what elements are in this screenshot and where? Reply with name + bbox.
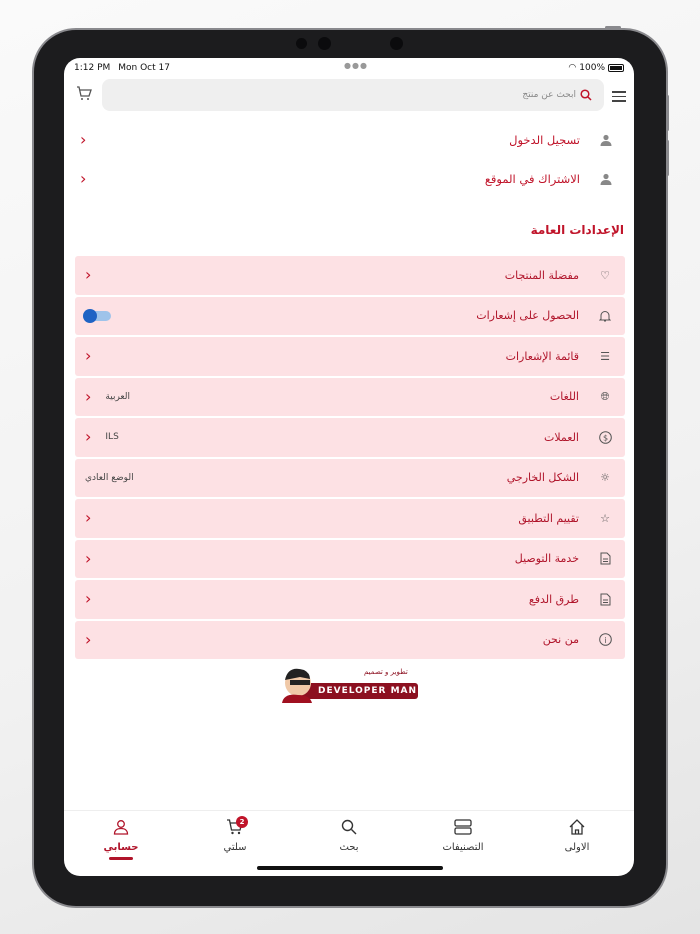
multitask-dots[interactable]: ●●● — [344, 61, 368, 70]
settings-list — [75, 256, 625, 661]
chevron-left-icon: ‹ — [80, 169, 87, 188]
cart-icon[interactable] — [76, 86, 92, 105]
chevron-left-icon: ‹ — [85, 589, 92, 609]
home-icon — [568, 819, 586, 838]
appearance-value: الوضع العادي — [85, 472, 134, 483]
tab-label: حسابي — [103, 842, 139, 853]
settings-row-currencies[interactable] — [75, 418, 625, 457]
status-time: 1:12 PM — [74, 63, 111, 73]
app-screen — [64, 58, 634, 876]
settings-row-appearance[interactable] — [75, 459, 625, 498]
camera — [296, 38, 307, 49]
globe-icon: 🌐︎ — [600, 389, 610, 403]
register-label: الاشتراك في الموقع — [484, 172, 580, 186]
person-icon — [594, 173, 618, 185]
settings-row-rate-app[interactable] — [75, 499, 625, 538]
tab-home[interactable] — [520, 811, 634, 876]
volume-button — [666, 95, 669, 131]
document-icon — [595, 552, 615, 565]
chevron-left-icon: ‹ — [85, 346, 92, 366]
logo-caption: تطوير و تصميم — [364, 668, 408, 676]
chevron-left-icon: ‹ — [85, 386, 92, 406]
row-label: العملات — [544, 430, 579, 444]
dollar-icon — [595, 431, 615, 444]
tab-account[interactable] — [64, 811, 178, 876]
settings-row-notification-list[interactable] — [75, 337, 625, 376]
heart-icon: ♡ — [600, 268, 610, 282]
search-input[interactable] — [102, 79, 604, 111]
row-label: الشكل الخارجي — [506, 471, 579, 485]
developer-logo[interactable] — [280, 665, 420, 703]
row-label: طرق الدفع — [528, 592, 579, 606]
settings-row-payment[interactable] — [75, 580, 625, 619]
volume-button — [666, 140, 669, 176]
row-label: من نحن — [542, 633, 579, 647]
categories-icon — [454, 819, 472, 838]
row-label: الحصول على إشعارات — [476, 309, 579, 323]
chevron-left-icon: ‹ — [85, 265, 92, 285]
chevron-left-icon: ‹ — [85, 548, 92, 568]
info-icon — [595, 633, 615, 646]
person-icon — [113, 819, 129, 838]
row-label: تقييم التطبيق — [518, 511, 579, 525]
section-title: الإعدادات العامة — [530, 223, 624, 237]
currency-value: ILS — [105, 432, 119, 443]
battery-icon — [608, 64, 624, 72]
chevron-left-icon: ‹ — [85, 629, 92, 649]
logo-name: DEVELOPER MAN — [318, 686, 418, 696]
svg-text:$: $ — [602, 433, 608, 443]
row-label: خدمة التوصيل — [514, 552, 579, 566]
search-placeholder: ابحث عن منتج — [522, 90, 576, 100]
person-icon — [594, 134, 618, 146]
star-icon: ☆ — [600, 511, 610, 525]
status-bar — [64, 58, 634, 78]
settings-row-delivery[interactable] — [75, 540, 625, 579]
status-date: Mon Oct 17 — [118, 63, 170, 73]
chevron-left-icon: ‹ — [85, 427, 92, 447]
svg-text:i: i — [603, 636, 607, 646]
bell-icon — [595, 310, 615, 322]
register-row[interactable] — [80, 161, 618, 197]
battery-percent: 100% — [579, 63, 605, 73]
list-icon: ☰ — [600, 349, 610, 363]
settings-row-about[interactable] — [75, 621, 625, 660]
wifi-icon: ◠ — [568, 63, 577, 73]
tab-label: الاولى — [564, 842, 590, 853]
home-indicator[interactable] — [257, 866, 443, 870]
tab-label: سلتي — [223, 842, 247, 853]
search-icon — [341, 819, 357, 838]
document-icon — [595, 593, 615, 606]
active-tab-indicator — [109, 857, 133, 860]
tab-label: التصنيفات — [442, 842, 484, 853]
login-row[interactable] — [80, 122, 618, 158]
settings-row-notifications — [75, 297, 625, 336]
row-label: مفضلة المنتجات — [504, 268, 579, 282]
sun-icon: ☼ — [600, 471, 610, 485]
language-value: العربية — [105, 391, 131, 402]
settings-row-favorites[interactable] — [75, 256, 625, 295]
login-label: تسجيل الدخول — [509, 133, 580, 147]
chevron-left-icon: ‹ — [85, 508, 92, 528]
row-label: اللغات — [549, 390, 579, 404]
row-label: قائمة الإشعارات — [505, 349, 579, 363]
notifications-toggle[interactable] — [85, 311, 111, 321]
camera — [318, 37, 331, 50]
cart-badge: 2 — [236, 816, 248, 828]
tab-label: بحث — [339, 842, 359, 853]
camera — [390, 37, 403, 50]
chevron-left-icon: ‹ — [80, 130, 87, 149]
power-button — [605, 26, 621, 29]
settings-row-languages[interactable] — [75, 378, 625, 417]
menu-icon[interactable] — [612, 88, 626, 105]
search-icon — [580, 89, 592, 101]
